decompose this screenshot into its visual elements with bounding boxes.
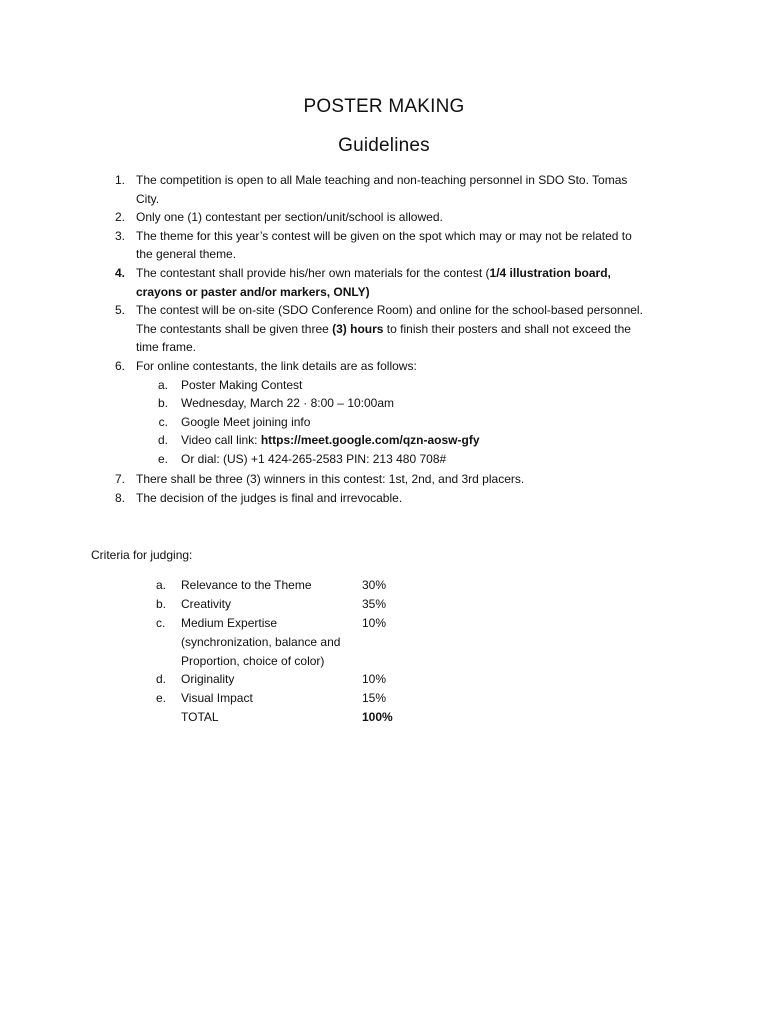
page-subtitle: Guidelines — [338, 135, 430, 156]
page-title: POSTER MAKING — [303, 96, 465, 117]
video-call-link[interactable]: https://meet.google.com/qzn-aosw-gfy — [260, 433, 480, 448]
document-page: POSTER MAKING Guidelines 1. The competition is open to all Male teaching and non-teaching personnel in SDO Sto. Tomas City. 2. Only one (1) contestant per section/unit/school is allowed. 3. The theme for this year’s contest will be given on the spot which may or may not be related to the general theme. 4. The contestant shall provide his/her own materials for the contest (1/4 illustration board, crayons or paster and/or markers, ONLY) 5. The contest will be on-site (SDO Conference Room) and online for the school-based personnel. The contestants shall be given three (3) hours to finish their posters and shall not exceed the time frame. 6. For online contestants, the link details are as follows: a. Poster Making Contest b. Wednesday, March 22 · 8:00 – 10:00am c. Google Meet joining info d. Video call link: https://meet.google.com/qzn-aosw-gfy e. Or dial: (US) +1 424-265-2583 PIN: 213 480 708# 7. There shall be three (3) winners in this contest: 1st, 2nd, and 3rd placers. 8. The decision of the judges is final and irrevocable. Criteria for judging: a. Relevance to the Theme 30% b. Creativity 35% c. Medium Expertise 10% (synchronization, balance and Proportion, choice of color) d. Originality 10% e. Visual Impact 15% TOTAL 100% — [0, 0, 768, 1024]
criteria-heading: Criteria for judging: — [91, 548, 193, 562]
